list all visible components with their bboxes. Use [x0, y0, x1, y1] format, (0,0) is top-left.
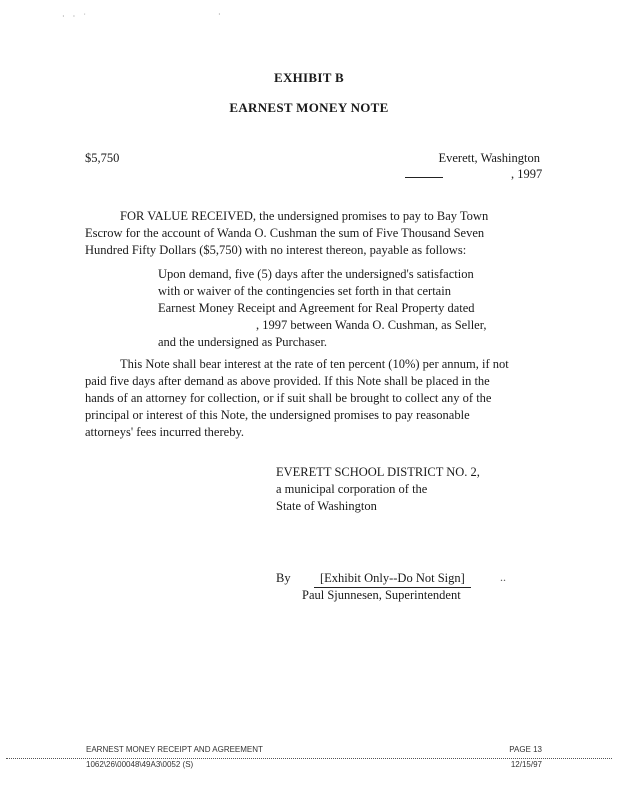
- paragraph-line: paid five days after demand as above provided. If this Note shall be placed in the: [85, 374, 490, 388]
- terms-line: Earnest Money Receipt and Agreement for Real Property dated: [158, 301, 475, 315]
- footer-rule: [6, 758, 612, 759]
- footer-file-ref: 1062\26\00048\49A3\0052 (S): [86, 760, 194, 769]
- exhibit-title: EXHIBIT B: [273, 70, 345, 85]
- paragraph-line: attorneys' fees incurred thereby.: [85, 425, 245, 439]
- paragraph-line: Escrow for the account of Wanda O. Cushman the sum of Five Thousand Seven: [85, 226, 485, 240]
- signature-line-end: ..: [500, 570, 506, 584]
- paragraph-consideration: [85, 208, 488, 259]
- scan-speck: · · ˙: [62, 12, 86, 21]
- payment-terms: [158, 266, 487, 351]
- signer-name: Paul Sjunnesen, Superintendent: [302, 588, 461, 602]
- note-date-line: [405, 166, 542, 183]
- terms-line: , 1997 between Wanda O. Cushman, as Seller,: [256, 318, 487, 332]
- paragraph-line: Hundred Fifty Dollars ($5,750) with no interest thereon, payable as follows:: [85, 243, 467, 257]
- paragraph-line: hands of an attorney for collection, or if suit shall be brought to collect any of the: [85, 391, 492, 405]
- paragraph-line: FOR VALUE RECEIVED, the undersigned promises to pay to Bay Town: [120, 209, 489, 223]
- paragraph-line: This Note shall bear interest at the rate of ten percent (10%) per annum, if not: [120, 357, 509, 371]
- note-amount: $5,750: [85, 151, 120, 165]
- footer-date: 12/15/97: [510, 760, 542, 769]
- terms-line: and the undersigned as Purchaser.: [158, 335, 328, 349]
- signature-line: [314, 570, 471, 588]
- note-location: Everett, Washington: [438, 151, 540, 165]
- signatory-line: a municipal corporation of the: [276, 482, 428, 496]
- terms-line: Upon demand, five (5) days after the undersigned's satisfaction: [158, 267, 474, 281]
- footer-page-label: PAGE 13: [509, 745, 542, 754]
- footer-doc-title: EARNEST MONEY RECEIPT AND AGREEMENT: [86, 745, 263, 754]
- signatory-line: State of Washington: [276, 499, 377, 513]
- paragraph-interest: [85, 356, 509, 441]
- date-month-blank: [405, 167, 443, 178]
- signature-by-label: By: [276, 571, 291, 585]
- terms-line: with or waiver of the contingencies set forth in that certain: [158, 284, 451, 298]
- scan-speck: ·: [218, 10, 221, 19]
- signatory-block: [276, 464, 480, 515]
- note-date-year: , 1997: [511, 167, 543, 181]
- note-title: EARNEST MONEY NOTE: [229, 100, 389, 115]
- paragraph-line: principal or interest of this Note, the undersigned promises to pay reasonable: [85, 408, 470, 422]
- signatory-name: EVERETT SCHOOL DISTRICT NO. 2,: [276, 465, 480, 479]
- signature-placeholder: [Exhibit Only--Do Not Sign]: [320, 571, 465, 585]
